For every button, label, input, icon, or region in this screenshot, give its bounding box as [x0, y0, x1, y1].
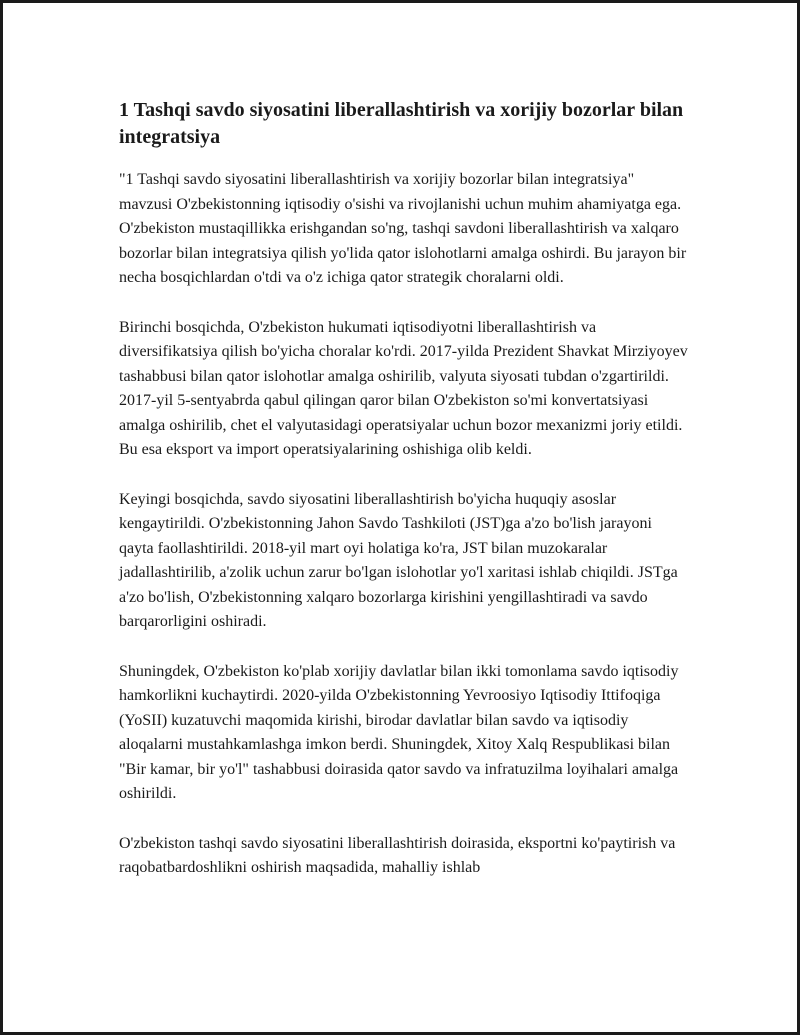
paragraph-intro: "1 Tashqi savdo siyosatini liberallashtirish va xorijiy bozorlar bilan integratsiya" mavzusi O'zbekistonning iqtisodiy o'sishi va rivojlanishi uchun muhim ahamiyatga ega. O'zbekiston mustaqillikka erishgandan so'ng, tashqi savdoni liberallashtirish va xalqaro bozorlar bilan integratsiya qilish yo'lida qator islohotlarni amalga oshirdi. Bu jarayon bir necha bosqichlardan o'tdi va o'z ichiga qator strategik choralarni oldi.	[119, 171, 687, 286]
paragraph-export-promotion: O'zbekiston tashqi savdo siyosatini liberallashtirish doirasida, eksportni ko'paytirish va raqobatbardoshlikni oshirish maqsadida, mahalliy ishlab	[119, 834, 676, 876]
document-body	[119, 97, 689, 906]
paragraph-bilateral-cooperation: Shuningdek, O'zbekiston ko'plab xorijiy davlatlar bilan ikki tomonlama savdo iqtisodiy hamkorlikni kuchaytirdi. 2020-yilda O'zbekistonning Yevroosiyo Iqtisodiy Ittifoqiga (YoSII) kuzatuvchi maqomida kirishi, birodar davlatlar bilan savdo va iqtisodiy aloqalarni mustahkamlashga imkon berdi. Shuningdek, Xitoy Xalq Respublikasi bilan "Bir kamar, bir yo'l" tashabbusi doirasida qator savdo va infratuzilma loyihalari amalga oshirildi.	[119, 662, 679, 802]
paragraph-first-stage: Birinchi bosqichda, O'zbekiston hukumati iqtisodiyotni liberallashtirish va diversifikatsiya qilish bo'yicha choralar ko'rdi. 2017-yilda Prezident Shavkat Mirziyoyev tashabbusi bilan qator islohotlar amalga oshirilib, valyuta siyosati tubdan o'zgartirildi. 2017-yil 5-sentyabrda qabul qilingan qaror bilan O'zbekiston so'mi konvertatsiyasi amalga oshirilib, chet el valyutasidagi operatsiyalar uchun bozor mexanizmi joriy etildi. Bu esa eksport va import operatsiyalarining oshishiga olib keldi.	[119, 318, 688, 458]
section-heading: 1 Tashqi savdo siyosatini liberallashtirish va xorijiy bozorlar bilan integratsiya	[119, 99, 684, 148]
paragraph-next-stage: Keyingi bosqichda, savdo siyosatini liberallashtirish bo'yicha huquqiy asoslar kengaytirildi. O'zbekistonning Jahon Savdo Tashkiloti (JST)ga a'zo bo'lish jarayoni qayta faollashtirildi. 2018-yil mart oyi holatiga ko'ra, JST bilan muzokaralar jadallashtirilib, a'zolik uchun zarur bo'lgan islohotlar yo'l xaritasi ishlab chiqildi. JSTga a'zo bo'lish, O'zbekistonning xalqaro bozorlarga kirishini yengillashtiradi va savdo barqarorligini oshiradi.	[119, 490, 678, 630]
